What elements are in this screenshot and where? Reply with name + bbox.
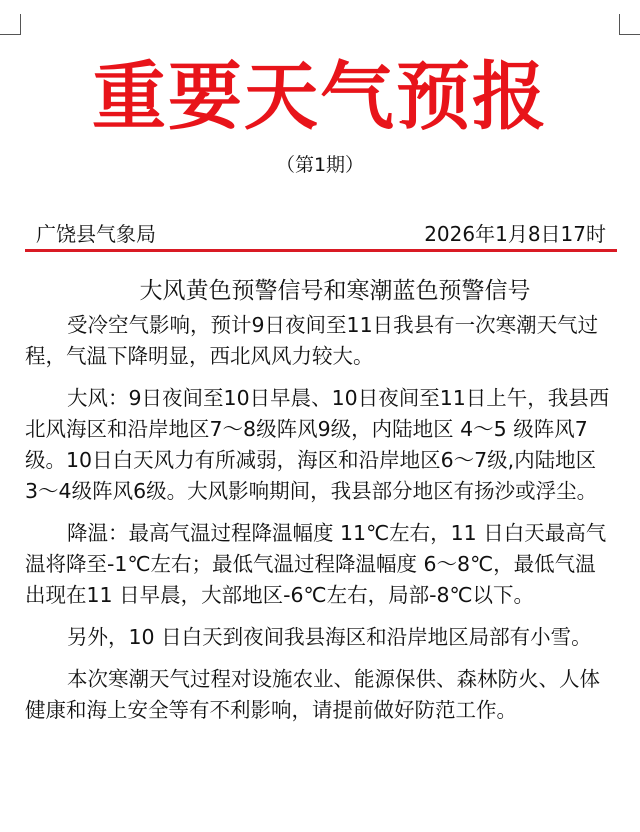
document-body — [25, 310, 621, 737]
issue-datetime: 2026年1月8日17时 — [424, 222, 606, 246]
paragraph-line: 程，气温下降明显，西北风风力较大。 — [25, 344, 374, 368]
paragraph-line: 降温：最高气温过程降温幅度 11℃左右，11 日白天最高气 — [67, 521, 607, 545]
red-divider — [25, 249, 617, 252]
paragraph-line: 大风：9日夜间至10日早晨、10日夜间至11日上午，我县西 — [67, 386, 610, 410]
paragraph-line: 受冷空气影响，预计9日夜间至11日我县有一次寒潮天气过 — [67, 313, 599, 337]
issue-number: （第1期） — [275, 154, 365, 176]
paragraph-line: 3～4级阵风6级。大风影响期间，我县部分地区有扬沙或浮尘。 — [25, 479, 598, 503]
paragraph-line: 级。10日白天风力有所减弱，海区和沿岸地区6～7级,内陆地区 — [25, 448, 597, 472]
warning-subtitle: 大风黄色预警信号和寒潮蓝色预警信号 — [139, 278, 531, 304]
paragraph-line: 北风海区和沿岸地区7～8级阵风9级，内陆地区 4～5 级阵风7 — [25, 417, 588, 441]
paragraph — [25, 622, 621, 653]
paragraph — [25, 383, 621, 507]
crop-mark-top-left — [0, 14, 21, 35]
paragraph-line: 本次寒潮天气过程对设施农业、能源保供、森林防火、人体 — [67, 667, 600, 691]
paragraph — [25, 518, 621, 611]
issuing-organization: 广饶县气象局 — [36, 222, 156, 246]
crop-mark-top-right — [619, 14, 640, 35]
paragraph-line: 另外，10 日白天到夜间我县海区和沿岸地区局部有小雪。 — [67, 625, 592, 649]
paragraph — [25, 664, 621, 726]
paragraph-line: 出现在11 日早晨，大部地区-6℃左右，局部-8℃以下。 — [25, 583, 535, 607]
paragraph — [25, 310, 621, 372]
paragraph-line: 健康和海上安全等有不利影响，请提前做好防范工作。 — [25, 698, 517, 722]
document-title: 重要天气预报 — [92, 54, 548, 140]
paragraph-line: 温将降至-1℃左右；最低气温过程降温幅度 6～8℃，最低气温 — [25, 552, 596, 576]
